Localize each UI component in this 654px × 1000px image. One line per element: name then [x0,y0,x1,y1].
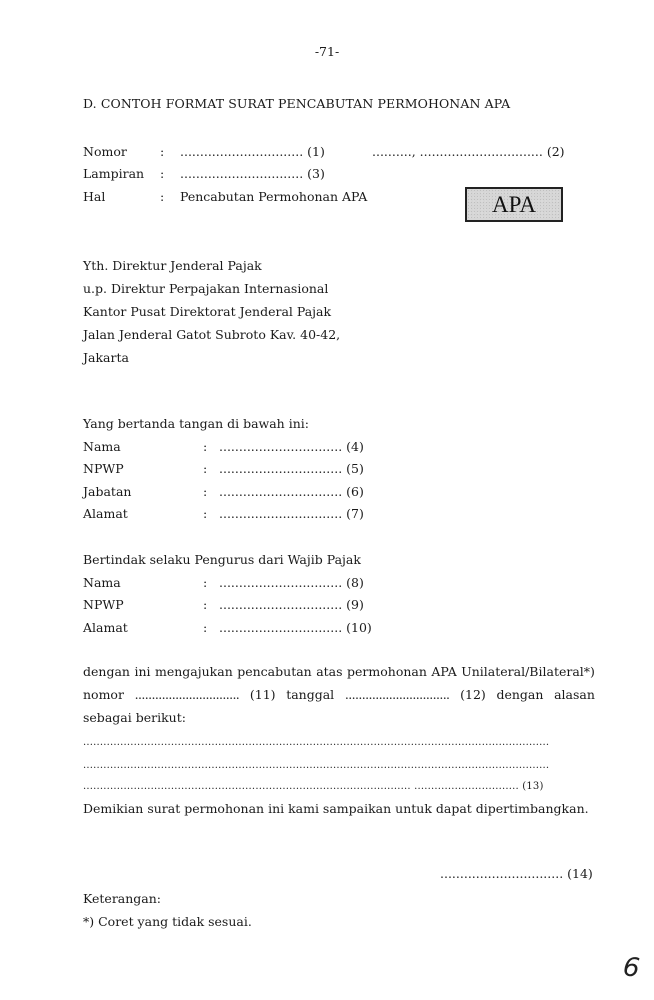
field-number: (12) [460,687,486,702]
place-date-field: .........., ............................... (2) [372,144,565,159]
word: dengan [496,687,544,702]
page-number: -71- [314,44,340,59]
signature-field: ............................... (14) [440,866,593,881]
reason-line-last [83,777,544,792]
word: alasan [554,687,595,702]
reason-line-text: ................................................................................................. ............................... (13) [83,781,544,792]
body-line-1 [83,664,595,679]
signatory-label-nama: Nama [83,439,121,454]
body-line-2 [83,687,595,702]
field-number: (11) [249,687,276,702]
body-line-3: sebagai berikut: [83,710,186,725]
handwritten-mark: 6 [621,952,642,984]
field-colon: : [203,597,208,612]
signatory-intro: Yang bertanda tangan di bawah ini: [83,416,309,431]
signatory-value-nama: ............................... (4) [219,439,364,454]
field-colon: : [203,575,208,590]
signatory-label-alamat: Alamat [83,506,128,521]
addressee-line: Jakarta [83,350,129,365]
notes-heading: Keterangan: [83,891,162,906]
word: mengajukan [154,664,233,679]
taxpayer-label-alamat: Alamat [83,620,128,635]
header-label-lampiran: Lampiran [83,166,145,181]
header-label-hal: Hal [83,189,106,204]
apa-stamp-box [465,187,563,222]
taxpayer-value-npwp: ............................... (9) [219,597,364,612]
addressee-line: Yth. Direktur Jenderal Pajak [83,258,262,273]
signatory-value-jabatan: ............................... (6) [219,484,364,499]
header-colon: : [160,144,165,159]
taxpayer-label-npwp: NPWP [83,597,124,612]
field-colon: : [203,620,208,635]
word: permohonan [347,664,427,679]
addressee-line: u.p. Direktur Perpajakan Internasional [83,281,329,296]
word: Unilateral/Bilateral*) [461,664,595,679]
word: dengan [83,664,130,679]
taxpayer-value-nama: ............................... (8) [219,575,364,590]
dotted-blank: ............................... [134,687,240,702]
taxpayer-label-nama: Nama [83,575,121,590]
header-value-lampiran: ............................... (3) [180,166,325,181]
header-value-nomor: ............................... (1) [180,144,325,159]
signatory-label-npwp: NPWP [83,461,124,476]
taxpayer-value-alamat: ............................... (10) [219,620,372,635]
reason-line: .......................................................................................................................................... [83,737,550,748]
field-colon: : [203,484,208,499]
word: ini [134,664,151,679]
field-colon: : [203,461,208,476]
word: tanggal [286,687,335,702]
field-colon: : [203,439,208,454]
header-colon: : [160,189,165,204]
reason-line: .......................................................................................................................................... [83,760,550,771]
header-label-nomor: Nomor [83,144,127,159]
word: APA [431,664,457,679]
header-value-hal: Pencabutan Permohonan APA [180,189,368,204]
signatory-value-npwp: ............................... (5) [219,461,364,476]
header-colon: : [160,166,165,181]
word: nomor [83,687,124,702]
dotted-blank: ............................... [344,687,450,702]
note-item: *) Coret yang tidak sesuai. [83,914,252,929]
signatory-value-alamat: ............................... (7) [219,506,364,521]
field-colon: : [203,506,208,521]
signatory-label-jabatan: Jabatan [83,484,132,499]
addressee-line: Kantor Pusat Direktorat Jenderal Pajak [83,304,332,319]
word: atas [316,664,343,679]
closing-sentence: Demikian surat permohonan ini kami sampaikan untuk dapat dipertimbangkan. [83,801,589,816]
addressee-line: Jalan Jenderal Gatot Subroto Kav. 40-42, [83,327,341,342]
taxpayer-intro: Bertindak selaku Pengurus dari Wajib Pajak [83,552,361,567]
apa-stamp-label: APA [492,191,536,217]
word: pencabutan [237,664,312,679]
section-title: D. CONTOH FORMAT SURAT PENCABUTAN PERMOHONAN APA [83,96,511,111]
